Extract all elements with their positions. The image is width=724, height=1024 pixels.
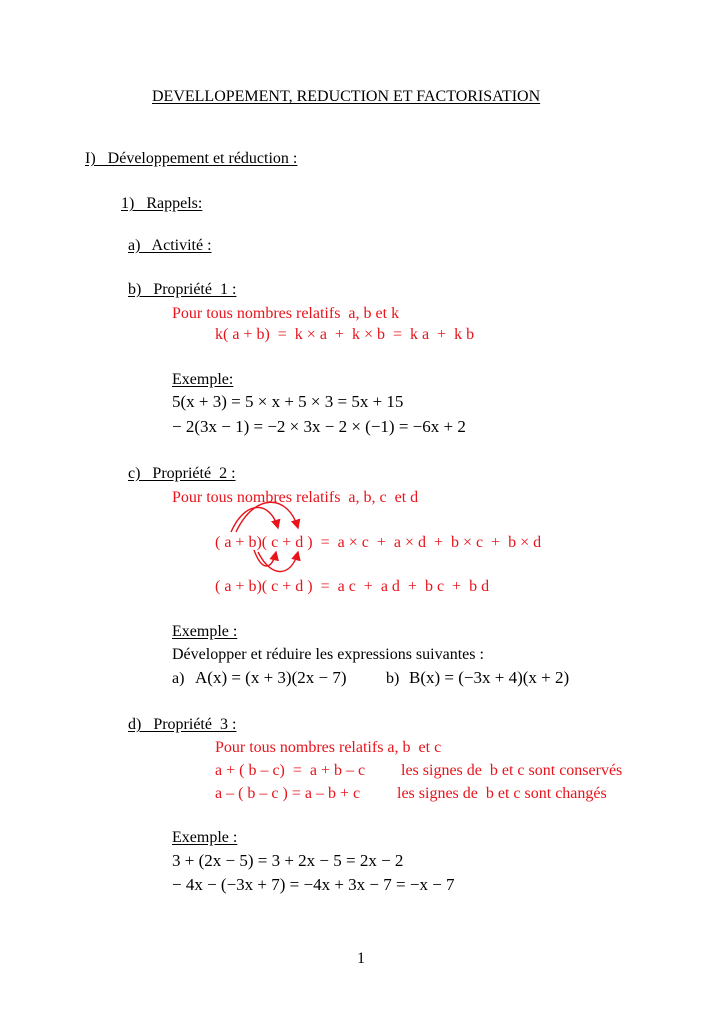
propriete-3-rule-2-note: les signes de b et c sont changés (397, 785, 607, 802)
exemple-3-line-1: 3 + (2x − 5) = 3 + 2x − 5 = 2x − 2 (172, 851, 404, 870)
exemple-2-a-expression: A(x) = (x + 3)(2x − 7) (195, 668, 347, 687)
propriete-3-rule-2: a – ( b – c ) = a – b + c (215, 785, 361, 802)
exemple-1-label: Exemple: (172, 371, 234, 388)
propriete-3-statement: Pour tous nombres relatifs a, b et c (215, 739, 442, 756)
exemple-3-line-2: − 4x − (−3x + 7) = −4x + 3x − 7 = −x − 7 (172, 875, 455, 894)
propriete-1-formula: k( a + b) = k × a + k × b = k a + k b (215, 326, 475, 343)
section-heading-developpement: I) Développement et réduction : (85, 150, 298, 167)
exemple-1-line-1: 5(x + 3) = 5 × x + 5 × 3 = 5x + 15 (172, 392, 404, 411)
arrow-b-to-d (258, 552, 298, 572)
exemple-2-b-expression: B(x) = (−3x + 4)(x + 2) (409, 668, 570, 687)
exemple-2-instruction: Développer et réduire les expressions suivantes : (172, 646, 484, 663)
propriete-2-formula-1: ( a + b)( c + d ) = a × c + a × d + b × c + b × d (215, 534, 542, 551)
propriete-3-rule-1: a + ( b – c) = a + b – c (215, 762, 366, 779)
propriete-2-statement: Pour tous nombres relatifs a, b, c et d (172, 489, 419, 506)
propriete-3-heading: d) Propriété 3 : (128, 716, 237, 733)
page-number: 1 (357, 950, 365, 967)
document-title: DEVELLOPEMENT, REDUCTION ET FACTORISATION (152, 88, 541, 105)
propriete-1-statement: Pour tous nombres relatifs a, b et k (172, 305, 400, 322)
exemple-1-line-2: − 2(3x − 1) = −2 × 3x − 2 × (−1) = −6x + 2 (172, 417, 466, 436)
activite-heading: a) Activité : (128, 237, 212, 254)
propriete-2-formula-2: ( a + b)( c + d ) = a c + a d + b c + b d (215, 578, 490, 595)
propriete-3-rule-1-note: les signes de b et c sont conservés (401, 762, 623, 779)
exemple-2-label: Exemple : (172, 623, 238, 640)
propriete-2-heading: c) Propriété 2 : (128, 465, 236, 482)
exemple-2-a-label: a) (172, 670, 185, 687)
subsection-heading-rappels: 1) Rappels: (121, 195, 203, 212)
propriete-1-heading: b) Propriété 1 : (128, 281, 237, 298)
arrow-a-to-d (236, 502, 298, 532)
exemple-2-b-label: b) (386, 670, 400, 687)
exemple-3-label: Exemple : (172, 829, 238, 846)
